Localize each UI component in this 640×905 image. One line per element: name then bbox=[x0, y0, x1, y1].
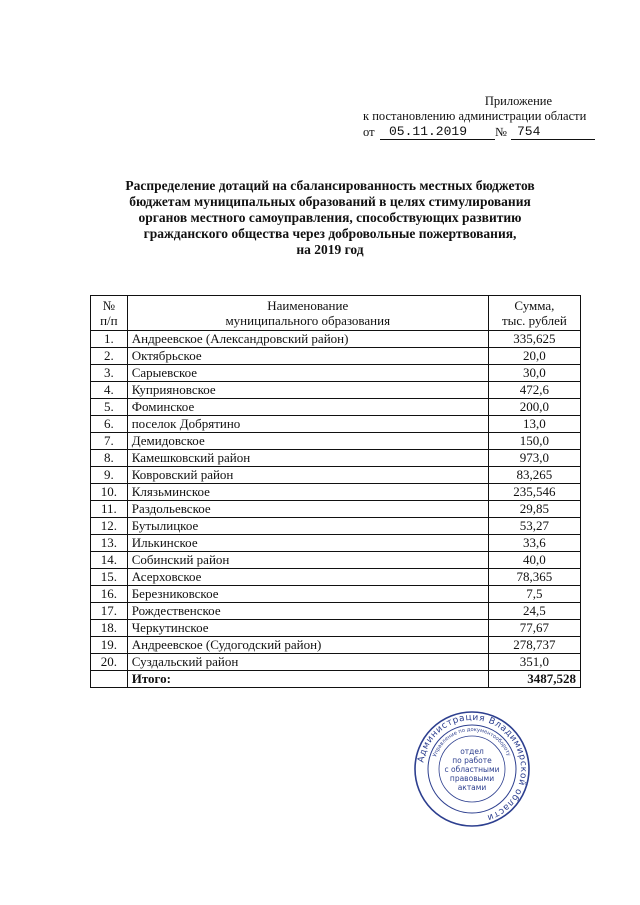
header-sum-line2: тыс. рублей bbox=[501, 313, 567, 328]
total-label: Итого: bbox=[127, 671, 488, 688]
table-row bbox=[91, 518, 581, 535]
header-name bbox=[127, 296, 488, 331]
row-number: 5. bbox=[91, 399, 128, 416]
row-number: 12. bbox=[91, 518, 128, 535]
row-number: 14. bbox=[91, 552, 128, 569]
title-line: органов местного самоуправления, способствующих развитию bbox=[138, 210, 522, 225]
official-stamp bbox=[413, 710, 531, 828]
grant-sum: 235,546 bbox=[488, 484, 580, 501]
table-row bbox=[91, 484, 581, 501]
table-row bbox=[91, 416, 581, 433]
municipality-name: Раздольевское bbox=[127, 501, 488, 518]
header-name-line1: Наименование bbox=[267, 298, 349, 313]
table-row bbox=[91, 399, 581, 416]
municipality-name: Сарыевское bbox=[127, 365, 488, 382]
stamp-center-text bbox=[445, 747, 500, 792]
row-number: 7. bbox=[91, 433, 128, 450]
table-row bbox=[91, 348, 581, 365]
municipality-name: Фоминское bbox=[127, 399, 488, 416]
municipality-name: Клязьминское bbox=[127, 484, 488, 501]
number-prefix: № bbox=[495, 125, 507, 139]
date-prefix: от bbox=[363, 125, 375, 139]
grant-sum: 77,67 bbox=[488, 620, 580, 637]
document-title bbox=[100, 178, 560, 258]
municipality-name: Рождественское bbox=[127, 603, 488, 620]
municipality-name: Андреевское (Александровский район) bbox=[127, 331, 488, 348]
grant-sum: 335,625 bbox=[488, 331, 580, 348]
row-number: 18. bbox=[91, 620, 128, 637]
row-number: 2. bbox=[91, 348, 128, 365]
grant-sum: 973,0 bbox=[488, 450, 580, 467]
row-number: 15. bbox=[91, 569, 128, 586]
header-sum-line1: Сумма, bbox=[514, 298, 555, 313]
row-number: 16. bbox=[91, 586, 128, 603]
table-row bbox=[91, 603, 581, 620]
total-num-cell bbox=[91, 671, 128, 688]
stamp-center-line: с областными bbox=[444, 765, 500, 774]
grant-sum: 83,265 bbox=[488, 467, 580, 484]
row-number: 8. bbox=[91, 450, 128, 467]
table-row bbox=[91, 450, 581, 467]
row-number: 19. bbox=[91, 637, 128, 654]
municipality-name: Илькинское bbox=[127, 535, 488, 552]
municipality-name: Суздальский район bbox=[127, 654, 488, 671]
grant-sum: 150,0 bbox=[488, 433, 580, 450]
grant-sum: 33,6 bbox=[488, 535, 580, 552]
row-number: 3. bbox=[91, 365, 128, 382]
row-number: 6. bbox=[91, 416, 128, 433]
municipality-name: поселок Добрятино bbox=[127, 416, 488, 433]
total-row bbox=[91, 671, 581, 688]
municipality-name: Камешковский район bbox=[127, 450, 488, 467]
title-line: бюджетам муниципальных образований в целях стимулирования bbox=[129, 194, 531, 209]
municipality-name: Березниковское bbox=[127, 586, 488, 603]
stamp-center-line: актами bbox=[457, 783, 487, 792]
stamp-center-line: по работе bbox=[452, 756, 492, 765]
grant-sum: 20,0 bbox=[488, 348, 580, 365]
municipality-name: Куприяновское bbox=[127, 382, 488, 399]
table-row bbox=[91, 535, 581, 552]
municipality-name: Андреевское (Судогодский район) bbox=[127, 637, 488, 654]
grant-sum: 278,737 bbox=[488, 637, 580, 654]
municipality-name: Черкутинское bbox=[127, 620, 488, 637]
stamp-ring-text: Администрация Владимирской области bbox=[416, 712, 529, 823]
grant-sum: 13,0 bbox=[488, 416, 580, 433]
grant-sum: 40,0 bbox=[488, 552, 580, 569]
municipality-name: Асерховское bbox=[127, 569, 488, 586]
grant-sum: 30,0 bbox=[488, 365, 580, 382]
table-row bbox=[91, 637, 581, 654]
municipality-name: Ковровский район bbox=[127, 467, 488, 484]
grant-sum: 200,0 bbox=[488, 399, 580, 416]
header-num bbox=[91, 296, 128, 331]
municipality-name: Октябрьское bbox=[127, 348, 488, 365]
total-sum: 3487,528 bbox=[488, 671, 580, 688]
grant-sum: 53,27 bbox=[488, 518, 580, 535]
grants-table bbox=[90, 295, 581, 688]
stamp-center-line: правовыми bbox=[449, 774, 495, 783]
row-number: 10. bbox=[91, 484, 128, 501]
table-row bbox=[91, 433, 581, 450]
table-row bbox=[91, 382, 581, 399]
municipality-name: Бутылицкое bbox=[127, 518, 488, 535]
municipality-name: Демидовское bbox=[127, 433, 488, 450]
grant-sum: 78,365 bbox=[488, 569, 580, 586]
row-number: 17. bbox=[91, 603, 128, 620]
table-row bbox=[91, 501, 581, 518]
table-row bbox=[91, 586, 581, 603]
table-row bbox=[91, 331, 581, 348]
grant-sum: 472,6 bbox=[488, 382, 580, 399]
table-row bbox=[91, 654, 581, 671]
table-header bbox=[91, 296, 581, 331]
appendix-date-line bbox=[355, 124, 600, 142]
table-row bbox=[91, 365, 581, 382]
row-number: 20. bbox=[91, 654, 128, 671]
table-row bbox=[91, 569, 581, 586]
row-number: 4. bbox=[91, 382, 128, 399]
grant-sum: 24,5 bbox=[488, 603, 580, 620]
title-line: Распределение дотаций на сбалансированность местных бюджетов bbox=[125, 178, 535, 193]
header-num-line2: п/п bbox=[100, 313, 118, 328]
row-number: 13. bbox=[91, 535, 128, 552]
row-number: 1. bbox=[91, 331, 128, 348]
row-number: 11. bbox=[91, 501, 128, 518]
grant-sum: 7,5 bbox=[488, 586, 580, 603]
stamp-center-line: отдел bbox=[460, 747, 484, 756]
appendix-title: Приложение bbox=[484, 94, 552, 108]
row-number: 9. bbox=[91, 467, 128, 484]
document-number: 754 bbox=[517, 124, 541, 139]
appendix-subtitle: к постановлению администрации области bbox=[363, 109, 587, 123]
header-sum bbox=[488, 296, 580, 331]
municipality-name: Собинский район bbox=[127, 552, 488, 569]
table-row bbox=[91, 467, 581, 484]
grant-sum: 29,85 bbox=[488, 501, 580, 518]
header-name-line2: муниципального образования bbox=[225, 313, 391, 328]
document-date: 05.11.2019 bbox=[389, 124, 468, 139]
table-row bbox=[91, 620, 581, 637]
appendix-block bbox=[355, 94, 600, 142]
title-line: на 2019 год bbox=[296, 242, 364, 257]
table-row bbox=[91, 552, 581, 569]
stamp-inner-ring-text: Управление по документообороту bbox=[432, 726, 512, 758]
grant-sum: 351,0 bbox=[488, 654, 580, 671]
header-num-line1: № bbox=[102, 298, 116, 313]
title-line: гражданского общества через добровольные пожертвования, bbox=[143, 226, 517, 241]
